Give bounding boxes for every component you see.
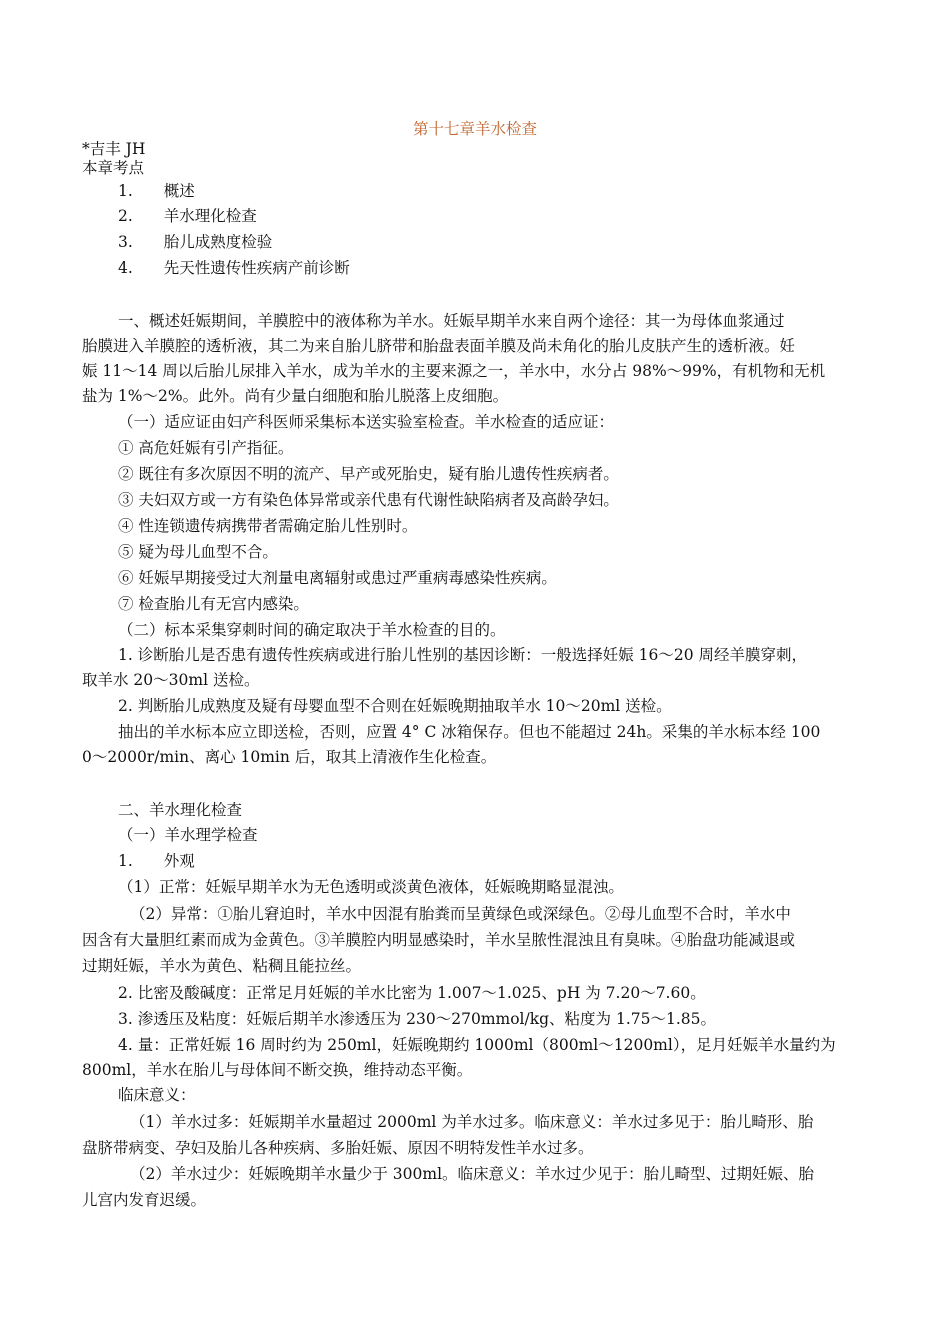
paragraph-line: 因含有大量胆红素而成为金黄色。③羊膜腔内明显感染时，羊水呈脓性混浊且有臭味。④胎盘功能减退或 [82, 931, 796, 949]
subsection-heading: 1. 外观 [118, 852, 195, 870]
paragraph-line: 胎膜进入羊膜腔的透析液，其二为来自胎儿脐带和胎盘表面羊膜及尚未角化的胎儿皮肤产生的透析液。妊 [82, 337, 796, 355]
list-item: ⑤ 疑为母儿血型不合。 [118, 543, 278, 561]
section-heading: 二、羊水理化检查 [118, 801, 243, 819]
paragraph-line: 一、概述妊娠期间，羊膜腔中的液体称为羊水。妊娠早期羊水来自两个途径：其一为母体血浆通过 [118, 312, 785, 330]
list-item: ② 既往有多次原因不明的流产、早产或死胎史，疑有胎儿遗传性疾病者。 [118, 465, 619, 483]
paragraph-line: （2）羊水过少：妊娠晚期羊水量少于 300ml。临床意义：羊水过少见于：胎儿畸型、过期妊娠、胎 [130, 1165, 815, 1183]
paragraph-line: 儿宫内发育迟缓。 [82, 1191, 207, 1209]
paragraph-line: （1）正常：妊娠早期羊水为无色透明或淡黄色液体，妊娠晚期略显混浊。 [118, 878, 624, 896]
author-line: *吉丰 JH [82, 140, 146, 158]
section-heading: （一）适应证由妇产科医师采集标本送实验室检查。羊水检查的适应证： [118, 413, 615, 431]
paragraph-line: 800ml，羊水在胎儿与母体间不断交换，维持动态平衡。 [82, 1061, 473, 1079]
paragraph-line: 盘脐带病变、孕妇及胎儿各种疾病、多胎妊娠、原因不明特发性羊水过多。 [82, 1139, 594, 1157]
paragraph-line: （1）羊水过多：妊娠期羊水量超过 2000ml 为羊水过多。临床意义：羊水过多见于：胎儿畸形、胎 [130, 1113, 814, 1131]
paragraph-line: 2. 比密及酸碱度：正常足月妊娠的羊水比密为 1.007～1.025、pH 为 7.20～7.60。 [118, 984, 706, 1002]
paragraph-line: 临床意义： [118, 1086, 196, 1104]
list-item: ① 高危妊娠有引产指征。 [118, 439, 294, 457]
paragraph-line: 娠 11～14 周以后胎儿尿排入羊水，成为羊水的主要来源之一，羊水中，水分占 98%～99%，有机物和无机 [82, 362, 826, 380]
chapter-title: 第十七章羊水检查 [412, 120, 537, 138]
key-point-item: 4. 先天性遗传性疾病产前诊断 [118, 259, 350, 277]
paragraph-line: 盐为 1%～2%。此外。尚有少量白细胞和胎儿脱落上皮细胞。 [82, 387, 509, 405]
paragraph-line: 取羊水 20～30ml 送检。 [82, 671, 260, 689]
key-point-item: 1. 概述 [118, 182, 195, 200]
paragraph-line: 过期妊娠，羊水为黄色、粘稠且能拉丝。 [82, 957, 362, 975]
list-item: ③ 夫妇双方或一方有染色体异常或亲代患有代谢性缺陷病者及高龄孕妇。 [118, 491, 619, 509]
key-point-item: 2. 羊水理化检查 [118, 207, 257, 225]
list-item: ⑥ 妊娠早期接受过大剂量电离辐射或患过严重病毒感染性疾病。 [118, 569, 557, 587]
paragraph-line: 0～2000r/min、离心 10min 后，取其上清液作生化检查。 [82, 748, 497, 766]
key-point-item: 3. 胎儿成熟度检验 [118, 233, 273, 251]
paragraph-line: 抽出的羊水标本应立即送检，否则，应置 4° C 冰箱保存。但也不能超过 24h。采集的羊水标本经 100 [118, 723, 821, 741]
paragraph-line: 1. 诊断胎儿是否患有遗传性疾病或进行胎儿性别的基因诊断：一般选择妊娠 16～20 周经羊膜穿刺， [118, 646, 808, 664]
paragraph-line: 3. 渗透压及粘度：妊娠后期羊水渗透压为 230～270mmol/kg、粘度为 1.75～1.85。 [118, 1010, 716, 1028]
subsection-heading: （一）羊水理学检查 [118, 826, 258, 844]
list-item: ⑦ 检查胎儿有无宫内感染。 [118, 595, 309, 613]
paragraph-line: 4. 量：正常妊娠 16 周时约为 250ml，妊娠晚期约 1000ml（800ml～1200ml），足月妊娠羊水量约为 [118, 1036, 836, 1054]
paragraph-line: （2）异常：①胎儿窘迫时，羊水中因混有胎粪而呈黄绿色或深绿色。②母儿血型不合时，羊水中 [130, 905, 791, 923]
paragraph-line: 2. 判断胎儿成熟度及疑有母婴血型不合则在妊娠晚期抽取羊水 10～20ml 送检。 [118, 697, 672, 715]
section-heading: （二）标本采集穿刺时间的确定取决于羊水检查的目的。 [118, 621, 506, 639]
list-item: ④ 性连锁遗传病携带者需确定胎儿性别时。 [118, 517, 418, 535]
key-points-heading: 本章考点 [82, 159, 145, 177]
